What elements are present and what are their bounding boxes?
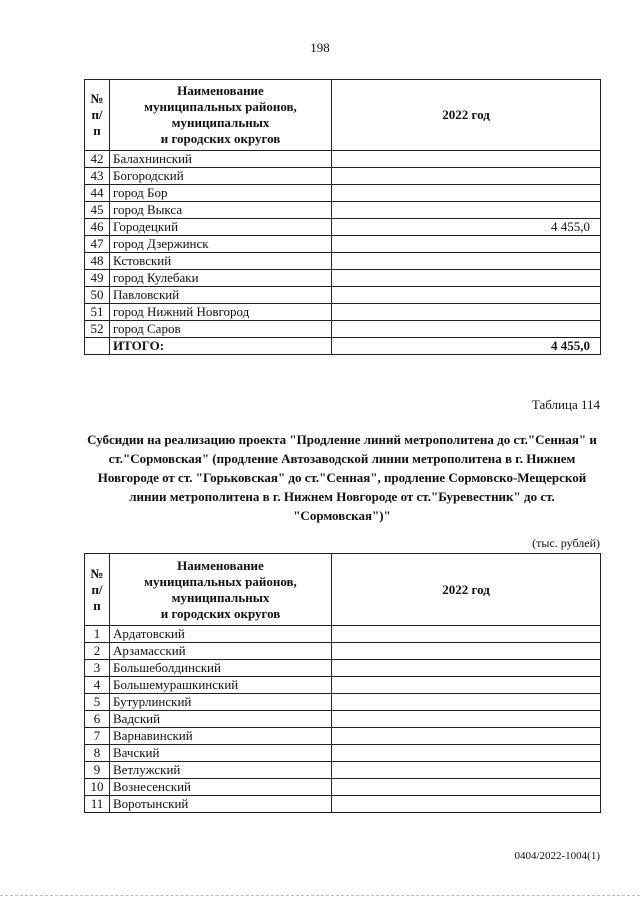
table-row [85,762,601,779]
table-row [85,219,601,236]
row-number: 52 [85,321,110,338]
year-2022-value [332,694,601,711]
year-2022-value [332,321,601,338]
row-number: 10 [85,779,110,796]
year-2022-value [332,270,601,287]
year-2022-value [332,762,601,779]
table-row [85,202,601,219]
row-number: 1 [85,626,110,643]
table-label: Таблица 114 [531,397,600,412]
column-header-year: 2022 год [332,80,601,151]
year-2022-value [332,728,601,745]
municipality-name: Большемурашкинский [110,677,332,694]
table-row [85,321,601,338]
table-row [85,185,601,202]
table-row [85,796,601,813]
municipality-name: Богородский [110,168,332,185]
table-row [85,711,601,728]
table2-body [85,626,601,813]
year-2022-value [332,677,601,694]
row-number: 7 [85,728,110,745]
column-header-municipality: Наименование муниципальных районов, муниципальных и городских округов [110,554,332,626]
municipality-name: Большеболдинский [110,660,332,677]
year-2022-value [332,168,601,185]
municipality-name: город Кулебаки [110,270,332,287]
page-number: 198 [310,40,330,55]
table-row [85,660,601,677]
year-2022-value [332,643,601,660]
year-2022-value [332,202,601,219]
year-2022-value [332,253,601,270]
total-row [85,338,601,355]
table-row [85,694,601,711]
table-row [85,643,601,660]
table-row [85,270,601,287]
table-row [85,236,601,253]
year-2022-value [332,304,601,321]
municipality-name: город Бор [110,185,332,202]
document-code: 0404/2022-1004(1) [514,850,600,862]
row-number: 51 [85,304,110,321]
row-number: 5 [85,694,110,711]
row-number: 48 [85,253,110,270]
municipality-name: Городецкий [110,219,332,236]
year-2022-value [332,660,601,677]
table-row [85,779,601,796]
row-number: 44 [85,185,110,202]
year-2022-value [332,185,601,202]
municipality-name: Вознесенский [110,779,332,796]
row-number: 47 [85,236,110,253]
subsidy-table-continued [84,79,601,355]
table-row [85,287,601,304]
total-value: 4 455,0 [332,338,601,355]
table-row [85,728,601,745]
year-2022-value: 4 455,0 [332,219,601,236]
row-number: 6 [85,711,110,728]
column-header-number: № п/п [85,554,110,626]
table1-body [85,151,601,338]
municipality-name: город Нижний Новгород [110,304,332,321]
units-label: (тыс. рублей) [532,536,600,550]
total-label: ИТОГО: [110,338,332,355]
table-row [85,304,601,321]
row-number: 45 [85,202,110,219]
subsidy-table-114 [84,553,601,813]
column-header-municipality: Наименование муниципальных районов, муниципальных и городских округов [110,80,332,151]
row-number: 11 [85,796,110,813]
municipality-name: город Выкса [110,202,332,219]
year-2022-value [332,236,601,253]
table-row [85,745,601,762]
year-2022-value [332,151,601,168]
municipality-name: Павловский [110,287,332,304]
column-header-number: № п/п [85,80,110,151]
municipality-name: Ардатовский [110,626,332,643]
row-number: 2 [85,643,110,660]
scan-edge-divider [0,895,640,896]
row-number: 42 [85,151,110,168]
year-2022-value [332,711,601,728]
table-caption: Субсидии на реализацию проекта "Продление линий метрополитена до ст."Сенная" и ст."Сормовская" (продление Автозаводской линии метрополитена в г. Нижнем Новгороде от ст. "Горьковская" до ст."Сенная", продление Сормовско-Мещерской линии метрополитена в г. Нижнем Новгороде от ст."Буревестник" до ст. "Сормовская")" [87,432,597,523]
municipality-name: Вачский [110,745,332,762]
table-row [85,151,601,168]
row-number: 49 [85,270,110,287]
municipality-name: Варнавинский [110,728,332,745]
municipality-name: Кстовский [110,253,332,270]
table-row [85,168,601,185]
year-2022-value [332,796,601,813]
column-header-year: 2022 год [332,554,601,626]
row-number: 8 [85,745,110,762]
municipality-name: Ветлужский [110,762,332,779]
row-number: 9 [85,762,110,779]
row-number: 46 [85,219,110,236]
municipality-name: Арзамасский [110,643,332,660]
year-2022-value [332,287,601,304]
year-2022-value [332,779,601,796]
row-number: 50 [85,287,110,304]
row-number: 3 [85,660,110,677]
year-2022-value [332,626,601,643]
table-row [85,677,601,694]
table-row [85,626,601,643]
row-number: 4 [85,677,110,694]
total-number-cell [85,338,110,355]
municipality-name: город Дзержинск [110,236,332,253]
municipality-name: Балахнинский [110,151,332,168]
municipality-name: город Саров [110,321,332,338]
year-2022-value [332,745,601,762]
municipality-name: Воротынский [110,796,332,813]
municipality-name: Вадский [110,711,332,728]
row-number: 43 [85,168,110,185]
table-row [85,253,601,270]
municipality-name: Бутурлинский [110,694,332,711]
